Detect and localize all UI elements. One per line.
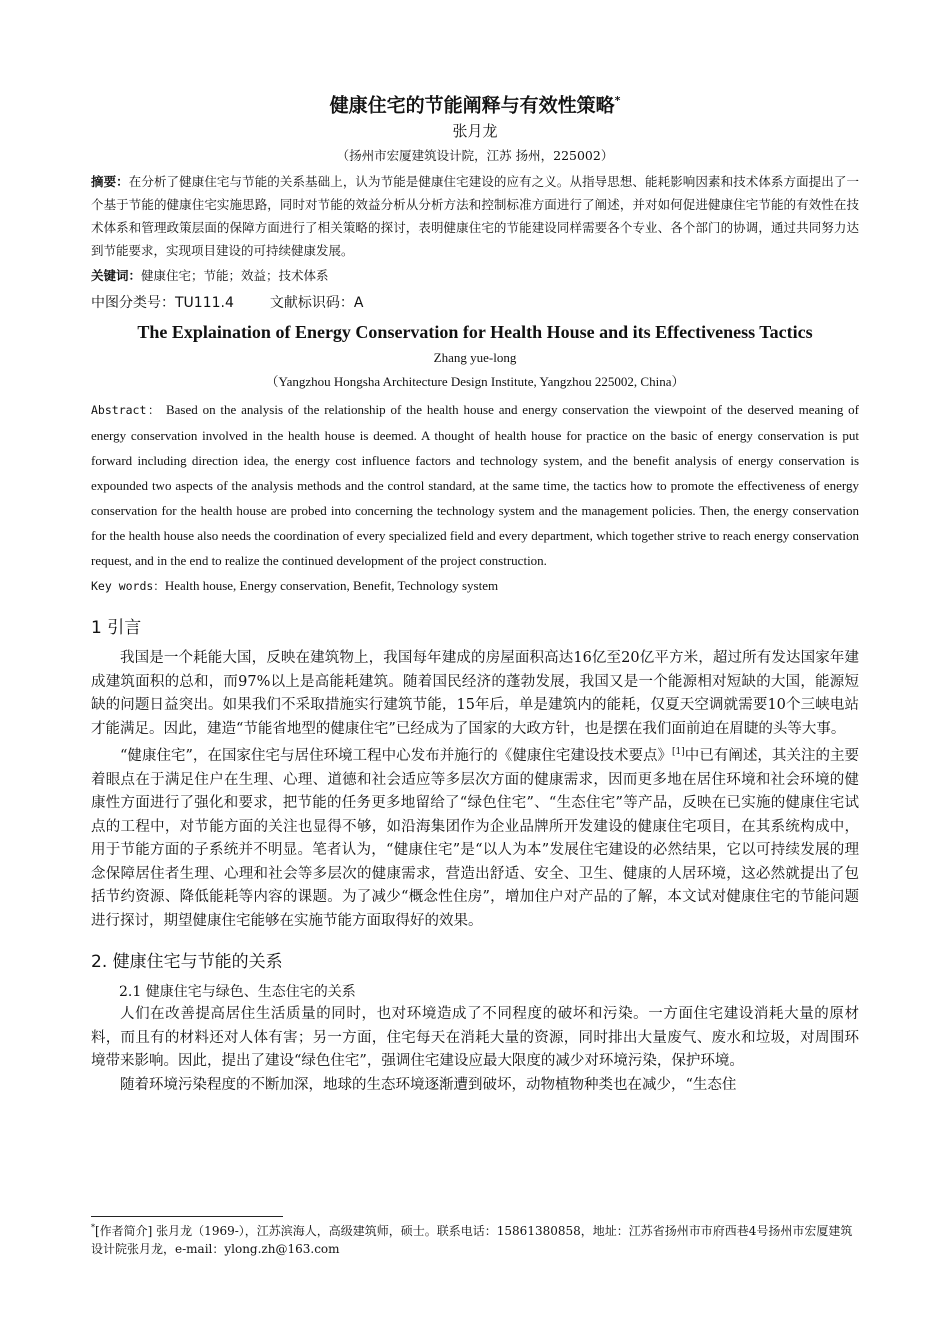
section-2-heading: 2. 健康住宅与节能的关系 — [91, 952, 283, 973]
footnote-divider — [91, 1216, 283, 1217]
abstract-label-en: Abstract： — [91, 403, 162, 418]
affiliation-cn: （扬州市宏厦建筑设计院，江苏 扬州，225002） — [336, 148, 614, 164]
subsection-2-1-paragraph-1: 人们在改善提高居住生活质量的同时，也对环境造成了不同程度的破坏和污染。一方面住宅建设消耗大量的原材料，而且有的材料还对人体有害；另一方面，住宅每天在消耗大量的资源，同时排出大量废气、废水和垃圾，对周围环境带来影响。因此，提出了建设“绿色住宅”，强调住宅建设应最大限度的减少对环境污染，保护环境。 — [91, 1006, 859, 1070]
paper-title-cn — [91, 88, 859, 118]
abstract-text-en: Based on the analysis of the relationship of the health house and energy conservation the viewpoint of the deserved meaning of energy conservation involved in the health house is deemed. A thought of health house for practice on the basic of energy conservation is put forward including direction idea, the energy cost influence factors and technology system, and the benefit analysis of energy conservation is expounded two aspects of the analysis methods and the control standard, at the same time, the tactics how to promote the effectiveness of energy conservation for the health house are probed into concerning the technology system and the management policies. Then, the energy conservation for the health house also needs the coordination of every specialized field and every department, which together strive to reach energy conservation request, and in the end to realize the continued development of the project construction. — [91, 402, 860, 569]
keywords-en — [91, 573, 859, 599]
abstract-label-cn: 摘要： — [91, 174, 129, 190]
subsection-2-1-heading: 2.1 健康住宅与绿色、生态住宅的关系 — [119, 984, 356, 1001]
citation-ref[interactable]: [1] — [672, 747, 685, 758]
abstract-cn — [91, 170, 859, 262]
paper-page — [91, 88, 859, 1097]
section-1-paragraph-2 — [91, 741, 859, 933]
abstract-text-cn: 在分析了健康住宅与节能的关系基础上，认为节能是健康住宅建设的应有之义。从指导思想、能耗影响因素和技术体系方面提出了一个基于节能的健康住宅实施思路，同时对节能的效益分析从分析方法和控制标准方面进行了阐述，并对如何促进健康住宅节能的有效性在技术体系和管理政策层面的保障方面进行了相关策略的探讨，表明健康住宅的节能建设同样需要各个专业、各个部门的协调，通过共同努力达到节能要求，实现项目建设的可持续健康发展。 — [91, 174, 859, 259]
keywords-label-cn: 关键词： — [91, 268, 142, 284]
keywords-cn — [91, 264, 859, 287]
author-footnote — [91, 1219, 859, 1258]
keywords-label-en: Key words： — [91, 579, 165, 594]
section-1-paragraph-1: 我国是一个耗能大国，反映在建筑物上，我国每年建成的房屋面积高达16亿至20亿平方米，超过所有发达国家年建成建筑面积的总和，而97%以上是高能耗建筑。随着国民经济的蓬勃发展，我国又是一个能源相对短缺的大国，能源短缺的问题日益突出。如果我们不采取措施实行建筑节能，15年后，单是建筑内的能耗，仅夏天空调就需要10个三峡电站才能满足。因此，建造“节能省地型的健康住宅”已经成为了国家的大政方针，也是摆在我们面前迫在眉睫的头等大事。 — [91, 650, 859, 737]
title-footnote-mark: * — [614, 94, 621, 107]
author-cn: 张月龙 — [452, 122, 498, 141]
doc-code: 文献标识码：A — [269, 295, 364, 312]
classification-line — [91, 291, 859, 315]
paragraph-text: “健康住宅”，在国家住宅与居住环境工程中心发布并施行的《健康住宅建设技术要点》 — [120, 748, 673, 765]
clc-number: 中图分类号：TU111.4 — [91, 295, 234, 312]
footnote-text: [作者简介] 张月龙（1969-），江苏滨海人，高级建筑师，硕士。联系电话：15861380858，地址：江苏省扬州市市府西巷4号扬州市宏厦建筑设计院张月龙，e-mail：ylong.zh@163.com — [91, 1224, 853, 1256]
section-1-heading: 1 引言 — [91, 618, 142, 639]
affiliation-en: （Yangzhou Hongsha Architecture Design Institute, Yangzhou 225002, China） — [265, 374, 685, 390]
paragraph-text: 中已有阐述，其关注的主要着眼点在于满足住户在生理、心理、道德和社会适应等多层次方面的健康需求，因而更多地在居住环境和社会环境的健康性方面进行了强化和要求，把节能的任务更多地留给了“绿色住宅”、“生态住宅”等产品，反映在已实施的健康住宅试点的工程中，对节能方面的关注也显得不够，如沿海集团作为企业品牌所开发建设的健康住宅项目，在其系统构成中，用于节能方面的子系统并不明显。笔者认为，“健康住宅”是“以人为本”发展住宅建设的必然结果，它以可持续发展的理念保障居住者生理、心理和社会等多层次的健康需求，营造出舒适、安全、卫生、健康的人居环境，这必然就提出了包括节约资源、降低能耗等内容的课题。为了减少“概念性住房”，增加住户对产品的了解，本文试对健康住宅的节能问题进行探讨，期望健康住宅能够在实施节能方面取得好的效果。 — [91, 748, 859, 929]
title-text: 健康住宅的节能阐释与有效性策略 — [329, 94, 615, 117]
subsection-2-1-paragraph-2: 随着环境污染程度的不断加深，地球的生态环境逐渐遭到破坏，动物植物种类也在减少，“生态住 — [120, 1076, 737, 1093]
footnote-mark: * — [91, 1223, 95, 1232]
paper-title-en: The Explaination of Energy Conservation for Health House and its Effectiveness Tactics — [137, 322, 813, 343]
keywords-text-en: Health house, Energy conservation, Benefit, Technology system — [164, 578, 499, 594]
abstract-en — [91, 397, 859, 573]
keywords-text-cn: 健康住宅；节能；效益；技术体系 — [141, 268, 329, 284]
author-en: Zhang yue-long — [433, 350, 517, 366]
